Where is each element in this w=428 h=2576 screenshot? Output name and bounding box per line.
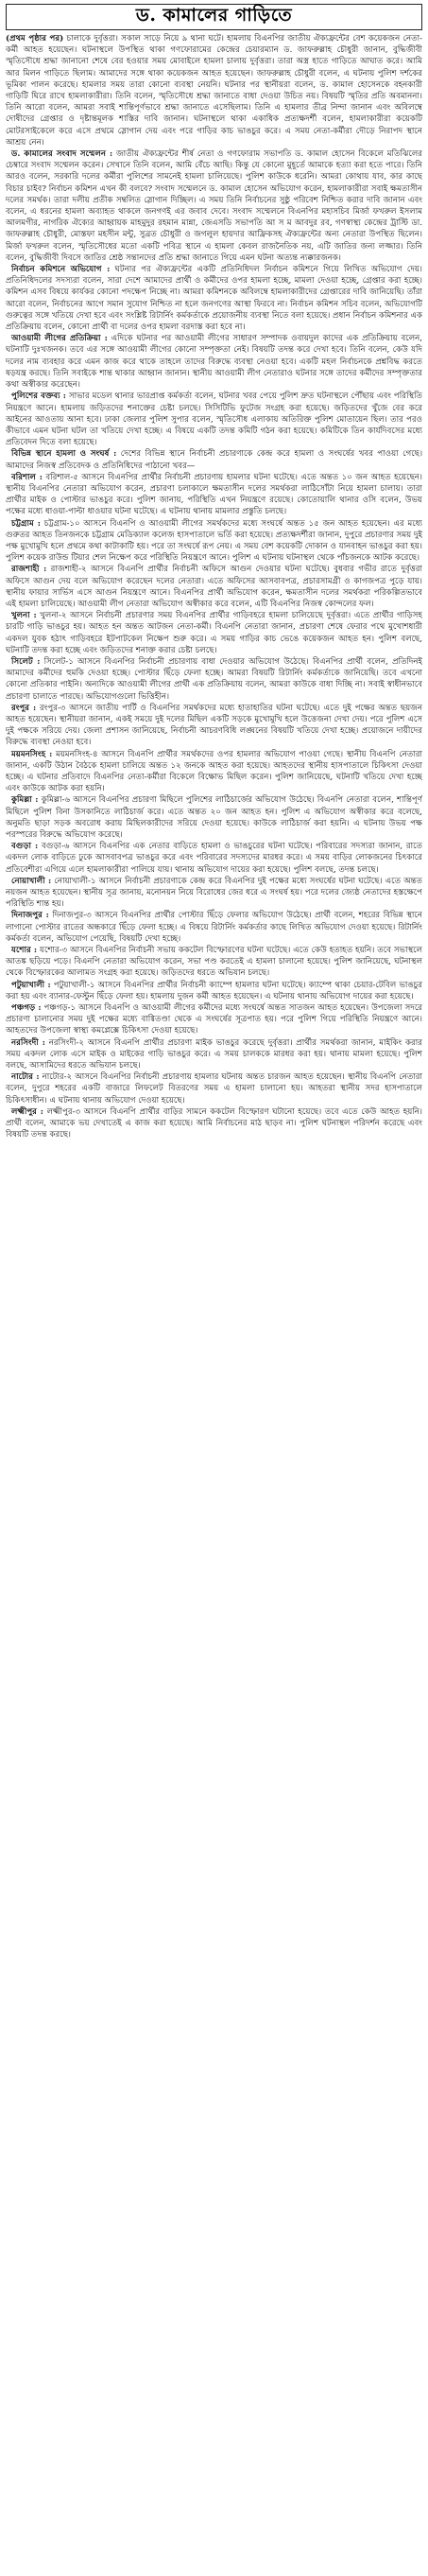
section-text: দেশের বিভিন্ন স্থানে নির্বাচনী প্রচারণাকে কেন্দ্র করে হামলা ও সংঘর্ষের খবর পাওয়া গেছে। আমাদের নিজস্ব প্রতিবেদক ও প্রতিনিধিদের পাঠানো খবর— (6, 449, 422, 471)
section-lead: খুলনা : (11, 611, 37, 621)
article-paragraph (6, 794, 422, 841)
section-text: চালাকে দুর্বৃত্তরা। সকাল সাড়ে নিয়ে ৯ থানা ঘটে। হামলায় বিএনপির জাতীয় ঐক্যফ্রন্টের বেশ কয়েকজন নেতা-কর্মী আহত হয়েছেন। ঘটনাস্থলে উপস্থিত থাকা গণফোরামের কেন্দ্রের চেয়ারম্যান ড. জাফরুল্লাহ চৌধুরী জানান, বুদ্ধিজীবী স্মৃতিসৌধে শ্রদ্ধা জানানো শেষে বের হওয়ার সময় মোবাইলে হামলা চালায় দুর্বৃত্তরা। তারা অস্ত্র হাতে গাড়িতে আঘাত করে। আমি আর মিলন গাড়িতে ছিলাম। আমাদের সঙ্গে থাকা কয়েকজন আহত হয়েছেন। জাফরুল্লাহ চৌধুরী বলেন, এ ঘটনায় পুলিশ দর্শকের ভূমিকা পালন করেছে। হামলার সময় তারা কোনো ব্যবস্থা নেয়নি। ঘটনার পর স্থানীয়রা বলেন, ড. কামাল হোসেনকে বহনকারী গাড়িটি ঘিরে রাখে হামলাকারীরা। তিনি বলেন, স্মৃতিসৌধে শ্রদ্ধা জানাতে বাধা দেওয়া উচিত নয়। বিষয়টি স্মৃতির প্রতি অবমাননা। তিনি আরো বলেন, আমরা সবাই শান্তিপূর্ণভাবে শ্রদ্ধা জানাতে এসেছিলাম। তিনি এ হামলার তীব্র নিন্দা জানান এবং অবিলম্বে দোষীদের গ্রেপ্তার ও দৃষ্টান্তমূলক শাস্তির দাবি জানান। ঘটনাস্থলে থাকা একাধিক প্রত্যক্ষদর্শী বলেন, হামলাকারীরা কয়েকটি মোটরসাইকেলে করে এসে প্রথমে স্লোগান দেয় এবং পরে গাড়ির কাচ ভাঙচুর করে। এ সময় নেতা-কর্মীরা দৌড়ে নিরাপদ স্থানে আশ্রয় নেন। (6, 34, 422, 148)
section-text: জাতীয় ঐক্যফ্রন্টের শীর্ষ নেতা ও গণফোরাম সভাপতি ড. কামাল হোসেন বিকেলে মতিঝিলের চেম্বারে সংবাদ সম্মেলন করেন। সেখানে তিনি বলেন, আমি বেঁচে আছি। কিন্তু যে কোনো মুহূর্তে আমাকে হত্যা করা হতে পারে। তিনি আরও বলেন, সরকারি দলের কর্মীরা পুলিশের সামনেই হামলা চালিয়েছে। পুলিশ কাউকে ধরেনি। আমরা কোথায় যাব, কার কাছে বিচার চাইব? নির্বাচন কমিশন এখন কী বলবে? সংবাদ সম্মেলনে ড. কামাল হোসেন অভিযোগ করেন, হামলাকারীরা সবাই ক্ষমতাসীন দলের সমর্থক। তারা দলীয় প্রতীক সম্বলিত স্লোগান দিচ্ছিল। এ সময় তিনি নির্বাচনের সুষ্ঠু পরিবেশ নিশ্চিত করার দাবি জানান এবং বলেন, এ ধরনের হামলা অব্যাহত থাকলে জনগণই এর জবাব দেবে। সংবাদ সম্মেলনে বিএনপির মহাসচিব মির্জা ফখরুল ইসলাম আলমগীর, নাগরিক ঐক্যের আহ্বায়ক মাহমুদুর রহমান মান্না, জেএসডি সভাপতি আ স ম আবদুর রব, গণস্বাস্থ্য কেন্দ্রের ট্রাস্টি ডা. জাফরুল্লাহ চৌধুরী, মোস্তফা মহসীন মন্টু, সুব্রত চৌধুরী ও জগলুল হায়দার আফ্রিকসহ ঐক্যফ্রন্টের অন্য নেতারা উপস্থিত ছিলেন। মির্জা ফখরুল বলেন, স্মৃতিসৌধের মতো একটি পবিত্র স্থানে এ হামলা কেবল রাজনৈতিক নয়, এটি জাতির জন্য লজ্জার। তিনি বলেন, বুদ্ধিজীবী দিবসে জাতির শ্রেষ্ঠ সন্তানদের প্রতি শ্রদ্ধা জানাতে গিয়ে এমন ঘটনা অত্যন্ত ন্যক্কারজনক। (6, 149, 422, 263)
section-text: যশোর-৩ আসনে বিএনপির নির্বাচনী সভায় ককটেল বিস্ফোরণের ঘটনা ঘটেছে। এতে কেউ হতাহত হয়নি। তবে সভাস্থলে আতঙ্ক ছড়িয়ে পড়ে। বিএনপি নেতারা অভিযোগ করেন, সভা পণ্ড করতেই এ হামলা চালানো হয়েছে। পুলিশ জানিয়েছে, ঘটনাস্থল থেকে বিস্ফোরকের আলামত সংগ্রহ করা হয়েছে। জড়িতদের ধরতে অভিযান চলছে। (6, 946, 422, 979)
article-paragraph (6, 33, 422, 148)
section-lead: (প্রথম পৃষ্ঠার পর) (6, 34, 64, 44)
article-paragraph (6, 876, 422, 911)
section-text: নোয়াখালী-১ আসনে নির্বাচনী প্রচারণাকে কেন্দ্র করে বিএনপির দুই পক্ষের মধ্যে সংঘর্ষের ঘটনা ঘটেছে। এতে অন্তত নয়জন আহত হয়েছেন। স্থানীয় সূত্র জানায়, মনোনয়ন নিয়ে বিরোধের জের ধরে এ সংঘর্ষ হয়। পরে দলের জ্যেষ্ঠ নেতাদের হস্তক্ষেপে পরিস্থিতি শান্ত হয়। (6, 876, 422, 910)
section-lead: ড. কামালের সংবাদ সম্মেলন : (11, 149, 113, 160)
article-paragraph (6, 1002, 422, 1037)
section-lead: বরিশাল : (11, 472, 43, 482)
section-lead: চট্টগ্রাম : (11, 518, 41, 529)
section-text: দিনাজপুর-৩ আসনে বিএনপির প্রার্থীর পোস্টার ছিঁড়ে ফেলার অভিযোগ উঠেছে। প্রার্থী বলেন, শহরের বিভিন্ন স্থানে লাগানো পোস্টার রাতের অন্ধকারে ছিঁড়ে ফেলা হচ্ছে। এ বিষয়ে রিটার্নিং কর্মকর্তার কাছে লিখিত অভিযোগ দেওয়া হয়েছে। রিটার্নিং কর্মকর্তা বলেন, অভিযোগ পেয়েছি, বিষয়টি দেখা হচ্ছে। (6, 911, 422, 944)
article-paragraph (6, 472, 422, 518)
section-lead: পটুয়াখালী : (11, 980, 51, 990)
section-lead: রংপুর : (11, 703, 37, 713)
article-paragraph (6, 333, 422, 391)
article-paragraph (6, 910, 422, 945)
section-text: ঘটনার পর ঐক্যফ্রন্টের একটি প্রতিনিধিদল নির্বাচন কমিশনে গিয়ে লিখিত অভিযোগ দেয়। প্রতিনিধিদলের সদস্যরা বলেন, সারা দেশে আমাদের প্রার্থী ও কর্মীদের ওপর হামলা হচ্ছে, মামলা দেওয়া হচ্ছে, গ্রেপ্তার করা হচ্ছে। কমিশন এসব বিষয়ে কার্যকর কোনো পদক্ষেপ নিচ্ছে না। আমরা কমিশনকে অবিলম্বে হামলাকারীদের গ্রেপ্তারের দাবি জানিয়েছি। তাঁরা আরো বলেন, নির্বাচনের আগে সমান সুযোগ নিশ্চিত না হলে জনগণের আস্থা ফিরবে না। নির্বাচন কমিশন সচিব বলেন, অভিযোগটি গুরুত্বের সঙ্গে খতিয়ে দেখা হবে এবং সংশ্লিষ্ট রিটার্নিং কর্মকর্তাকে প্রয়োজনীয় ব্যবস্থা নিতে বলা হয়েছে। প্রধান নির্বাচন কমিশনার এক প্রতিক্রিয়ায় বলেন, কোনো প্রার্থী বা দলের ওপর হামলা বরদাস্ত করা হবে না। (6, 265, 422, 333)
section-lead: রাজশাহী : (11, 565, 47, 575)
section-text: খুলনা-২ আসনে নির্বাচনী প্রচারণার সময় বিএনপির প্রার্থীর গাড়িবহরে হামলা চালিয়েছে দুর্বৃত্তরা। এতে প্রার্থীর গাড়িসহ চারটি গাড়ি ভাঙচুর হয়। আহত হন অন্তত আটজন নেতা-কর্মী। বিএনপি নেতারা জানান, প্রচারণা শেষে ফেরার পথে মুখোশধারী একদল যুবক হঠাৎ গাড়িবহরে ইটপাটকেল নিক্ষেপ শুরু করে। এ সময় গাড়ির কাচ ভেঙে কয়েকজন আহত হন। পুলিশ বলছে, ঘটনাটি তদন্ত করা হচ্ছে এবং জড়িতদের শনাক্ত করার চেষ্টা চলছে। (6, 611, 422, 655)
section-text: কুমিল্লা-৬ আসনে বিএনপির প্রচারণা মিছিলে পুলিশের লাঠিচার্জের অভিযোগ উঠেছে। বিএনপি নেতারা বলেন, শান্তিপূর্ণ মিছিলে পুলিশ বিনা উসকানিতে লাঠিচার্জ করে। এতে অন্তত ২০ জন আহত হন। পুলিশ এ অভিযোগ অস্বীকার করে বলেছে, অনুমতি ছাড়া সড়ক অবরোধ করায় মিছিলকারীদের সরিয়ে দেওয়া হয়েছে। কাউকে লাঠিচার্জ করা হয়নি। এ ঘটনায় উভয় পক্ষ পরস্পরের বিরুদ্ধে অভিযোগ করেছে। (6, 795, 422, 841)
section-lead: যশোর : (11, 946, 38, 956)
article-paragraph (6, 518, 422, 565)
section-lead: পঞ্চগড় : (11, 1003, 42, 1014)
section-lead: নোয়াখালী : (11, 876, 52, 886)
section-lead: নির্বাচন কমিশনে অভিযোগ : (11, 265, 111, 275)
section-lead: নরসিংদী : (11, 1037, 45, 1048)
article-paragraph (6, 980, 422, 1002)
section-lead: কুমিল্লা : (11, 795, 39, 806)
section-text: বগুড়া-৬ আসনে বিএনপির এক নেতার বাড়িতে হামলা ও ভাঙচুরের ঘটনা ঘটেছে। পরিবারের সদস্যরা জানান, রাতে একদল লোক বাড়িতে ঢুকে আসবাবপত্র ভাঙচুর করে এবং পরিবারের সদস্যদের মারধর করে। এ সময় বাড়ির লোকজনের চিৎকারে প্রতিবেশীরা এগিয়ে এলে হামলাকারীরা পালিয়ে যায়। থানায় অভিযোগ দায়ের করা হয়েছে। পুলিশ বলছে, তদন্ত চলছে। (6, 842, 422, 875)
article-paragraph (6, 1106, 422, 1141)
headline: ড. কামালের গাড়িতে (135, 5, 293, 26)
section-text: বরিশাল-৫ আসনে বিএনপির প্রার্থীর নির্বাচনী প্রচারণায় হামলার ঘটনা ঘটেছে। এতে অন্তত ১০ জন আহত হয়েছেন। স্থানীয় বিএনপির নেতারা অভিযোগ করেন, প্রচারণা চলাকালে ক্ষমতাসীন দলের সমর্থকরা লাঠিসোঁটা নিয়ে হামলা চালায়। তারা প্রার্থীর মাইক ও পোস্টার ভাঙচুর করে। পুলিশ জানায়, পরিস্থিতি এখন নিয়ন্ত্রণে রয়েছে। কোতোয়ালি থানার ওসি বলেন, উভয় পক্ষের মধ্যে ধাওয়া-পাল্টা ধাওয়ার ঘটনা ঘটেছে। এ ঘটনায় থানায় মামলার প্রস্তুতি চলছে। (6, 472, 422, 517)
section-text: এদিকে ঘটনার পর আওয়ামী লীগের সাধারণ সম্পাদক ওবায়দুল কাদের এক প্রতিক্রিয়ায় বলেন, ঘটনাটি দুঃখজনক। তবে এর সঙ্গে আওয়ামী লীগের কোনো সম্পৃক্ততা নেই। বিষয়টি তদন্ত করে দেখা হবে। তিনি বলেন, কেউ যদি দলের নাম ব্যবহার করে এমন কাজ করে থাকে তাহলে তাদের বিরুদ্ধে ব্যবস্থা নেওয়া হবে। একটি মহল নির্বাচনকে প্রশ্নবিদ্ধ করতে ষড়যন্ত্র করছে। তিনি সবাইকে শান্ত থাকার আহ্বান জানান। স্থানীয় আওয়ামী লীগ নেতারাও ঘটনার সঙ্গে তাদের কর্মীদের সম্পৃক্ততার কথা অস্বীকার করেছেন। (6, 334, 422, 391)
headline-box (6, 4, 422, 30)
section-text: রাজশাহী-২ আসনে বিএনপি প্রার্থীর নির্বাচনী অফিসে আগুন দেওয়ার ঘটনা ঘটেছে। বুধবার গভীর রাতে দুর্বৃত্তরা অফিসে আগুন দেয় বলে অভিযোগ করেছেন দলের নেতারা। এতে অফিসের আসবাবপত্র, প্রচারসামগ্রী ও কাগজপত্র পুড়ে যায়। স্থানীয় ফায়ার সার্ভিস এসে আগুন নিয়ন্ত্রণে আনে। বিএনপির প্রার্থী অভিযোগ করেন, ক্ষমতাসীন দলের সমর্থকরা পরিকল্পিতভাবে এই হামলা চালিয়েছে। আওয়ামী লীগ নেতারা অভিযোগ অস্বীকার করে বলেন, এটি বিএনপির নিজস্ব কোন্দলের ফল। (6, 565, 422, 609)
section-lead: ময়মনসিংহ : (11, 749, 53, 759)
section-text: রংপুর-৩ আসনে জাতীয় পার্টি ও বিএনপির সমর্থকদের মধ্যে হাতাহাতির ঘটনা ঘটেছে। এতে দুই পক্ষের অন্তত ছয়জন আহত হয়েছেন। স্থানীয়রা জানান, একই সময়ে দুই দলের মিছিল একটি সড়কে মুখোমুখি হলে উত্তেজনা দেখা দেয়। পরে পুলিশ এসে দুই পক্ষকে সরিয়ে দেয়। জেলা প্রশাসন জানিয়েছে, নির্বাচনী আচরণবিধি লঙ্ঘনের বিষয়টি খতিয়ে দেখা হচ্ছে। প্রয়োজনে দায়ীদের বিরুদ্ধে ব্যবস্থা নেওয়া হবে। (6, 703, 422, 748)
section-lead: দিনাজপুর : (11, 911, 49, 921)
section-text: চট্টগ্রাম-১০ আসনে বিএনপি ও আওয়ামী লীগের সমর্থকদের মধ্যে সংঘর্ষে অন্তত ১৫ জন আহত হয়েছেন। এর মধ্যে গুরুতর আহত তিনজনকে চট্টগ্রাম মেডিক্যাল কলেজ হাসপাতালে ভর্তি করা হয়েছে। প্রত্যক্ষদর্শীরা জানান, দুপুরে প্রচারণার সময় দুই পক্ষ মুখোমুখি হলে প্রথমে কথা কাটাকাটি হয়। পরে তা সংঘর্ষে রূপ নেয়। এ সময় বেশ কয়েকটি দোকান ও যানবাহন ভাঙচুর করা হয়। পুলিশ কয়েক রাউন্ড টিয়ার শেল নিক্ষেপ করে পরিস্থিতি নিয়ন্ত্রণে আনে। পুলিশ এ ঘটনায় ঘটনাস্থল থেকে পাঁচজনকে আটক করেছে। (6, 518, 422, 564)
section-text: ময়মনসিংহ-৪ আসনে বিএনপি প্রার্থীর সমর্থকদের ওপর হামলার অভিযোগ পাওয়া গেছে। স্থানীয় বিএনপি নেতারা জানান, একটি উঠান বৈঠকে হামলা চালিয়ে অন্তত ১২ জনকে আহত করা হয়েছে। আহতদের স্থানীয় হাসপাতালে চিকিৎসা দেওয়া হচ্ছে। এ ঘটনার প্রতিবাদে বিএনপির নেতা-কর্মীরা বিকেলে বিক্ষোভ মিছিল করেন। পুলিশ জানিয়েছে, ঘটনাটি খতিয়ে দেখা হচ্ছে এবং কাউকে আটক করা হয়নি। (6, 749, 422, 794)
article-paragraph (6, 1071, 422, 1106)
section-lead: সিলেট : (11, 656, 41, 667)
section-text: লক্ষ্মীপুর-৩ আসনে বিএনপি প্রার্থীর বাড়ির সামনে ককটেল বিস্ফোরণ ঘটানো হয়েছে। তবে এতে কেউ আহত হয়নি। প্রার্থী বলেন, আমাকে ভয় দেখাতেই এ কাজ করা হয়েছে। আমি নির্বাচনের মাঠ ছাড়ব না। পুলিশ ঘটনাস্থল পরিদর্শন করেছে এবং বিষয়টি তদন্ত করছে। (6, 1106, 422, 1140)
article-paragraph (6, 610, 422, 656)
article-paragraph (6, 749, 422, 795)
section-lead: আওয়ামী লীগের প্রতিক্রিয়া : (11, 334, 108, 344)
article-paragraph (6, 148, 422, 264)
article-paragraph (6, 945, 422, 980)
section-lead: বিভিন্ন স্থানে হামলা ও সংঘর্ষ : (11, 449, 117, 460)
section-text: সাভার মডেল থানার ভারপ্রাপ্ত কর্মকর্তা বলেন, ঘটনার খবর পেয়ে পুলিশ দ্রুত ঘটনাস্থলে পৌঁছায় এবং পরিস্থিতি নিয়ন্ত্রণে আনে। হামলায় জড়িতদের শনাক্তের চেষ্টা চলছে। সিসিটিভি ফুটেজ সংগ্রহ করা হয়েছে। জড়িতদের খুঁজে বের করে আইনের আওতায় আনা হবে। ঢাকা জেলার পুলিশ সুপার বলেন, স্মৃতিসৌধ এলাকায় অতিরিক্ত পুলিশ মোতায়েন ছিল। তার পরও কীভাবে এমন ঘটনা ঘটল তা খতিয়ে দেখা হচ্ছে। এ বিষয়ে একটি তদন্ত কমিটি গঠন করা হয়েছে। কমিটিকে তিন কার্যদিবসের মধ্যে প্রতিবেদন দিতে বলা হয়েছে। (6, 392, 422, 448)
section-text: নাটোর-২ আসনে বিএনপির নির্বাচনী প্রচারণায় হামলার ঘটনায় অন্তত চারজন আহত হয়েছেন। স্থানীয় বিএনপি নেতারা বলেন, দুপুরে শহরের একটি বাজারে লিফলেট বিতরণের সময় এ হামলা চালানো হয়। আহতরা স্থানীয় সদর হাসপাতালে চিকিৎসাধীন। এ ঘটনায় থানায় অভিযোগ দেওয়া হয়েছে। (6, 1072, 422, 1105)
section-lead: পুলিশের বক্তব্য : (11, 392, 66, 402)
article-paragraph (6, 656, 422, 703)
article-body (6, 33, 422, 2567)
section-lead: নাটোর : (11, 1072, 40, 1083)
section-lead: বগুড়া : (11, 842, 39, 852)
article-paragraph (6, 391, 422, 448)
section-text: পঞ্চগড়-১ আসনে বিএনপি ও আওয়ামী লীগের কর্মীদের মধ্যে সংঘর্ষে অন্তত সাতজন আহত হয়েছেন। উপজেলা সদরে প্রচারণা চালানোর সময় দুই পক্ষের মধ্যে বাগ্বিতণ্ডা থেকে এ সংঘর্ষের সূত্রপাত হয়। পরে পুলিশ গিয়ে পরিস্থিতি নিয়ন্ত্রণে আনে। আহতদের উপজেলা স্বাস্থ্য কমপ্লেক্সে চিকিৎসা দেওয়া হয়েছে। (6, 1003, 422, 1036)
section-text: নরসিংদী-২ আসনে বিএনপি প্রার্থীর প্রচারণা মাইক ভাঙচুর করেছে দুর্বৃত্তরা। প্রার্থীর সমর্থকরা জানান, মাইকিং করার সময় একদল লোক এসে মাইক ও মাইকের গাড়ি ভাঙচুর করে। এ সময় চালককে মারধর করা হয়। থানায় মামলা হয়েছে। পুলিশ বলছে, আসামিদের ধরতে অভিযান চলছে। (6, 1037, 422, 1071)
section-lead: লক্ষ্মীপুর : (11, 1106, 43, 1117)
article-paragraph (6, 841, 422, 876)
section-text: সিলেট-১ আসনে বিএনপির নির্বাচনী প্রচারণায় বাধা দেওয়ার অভিযোগ উঠেছে। বিএনপির প্রার্থী বলেন, প্রতিদিনই আমাদের কর্মীদের হুমকি দেওয়া হচ্ছে। পোস্টার ছিঁড়ে ফেলা হচ্ছে। আমরা বিষয়টি রিটার্নিং কর্মকর্তাকে জানিয়েছি। তবে এখনো কোনো প্রতিকার পাইনি। অন্যদিকে আওয়ামী লীগের প্রার্থী এক প্রতিক্রিয়ায় বলেন, আমরা কাউকে বাধা দিচ্ছি না। সবাই স্বাধীনভাবে প্রচারণা চালাতে পারছে। অভিযোগগুলো ভিত্তিহীন। (6, 656, 422, 702)
article-paragraph (6, 264, 422, 333)
article-paragraph (6, 564, 422, 610)
article-paragraph (6, 448, 422, 471)
article-paragraph (6, 703, 422, 749)
section-text: পটুয়াখালী-১ আসনে বিএনপির প্রার্থীর নির্বাচনী ক্যাম্পে হামলার ঘটনা ঘটেছে। ক্যাম্পে থাকা চেয়ার-টেবিল ভাঙচুর করা হয় এবং ব্যানার-ফেস্টুন ছিঁড়ে ফেলা হয়। হামলায় দুজন কর্মী আহত হয়েছেন। এ ঘটনায় থানায় অভিযোগ দায়ের করা হয়েছে। (6, 980, 422, 1001)
article-paragraph (6, 1037, 422, 1072)
